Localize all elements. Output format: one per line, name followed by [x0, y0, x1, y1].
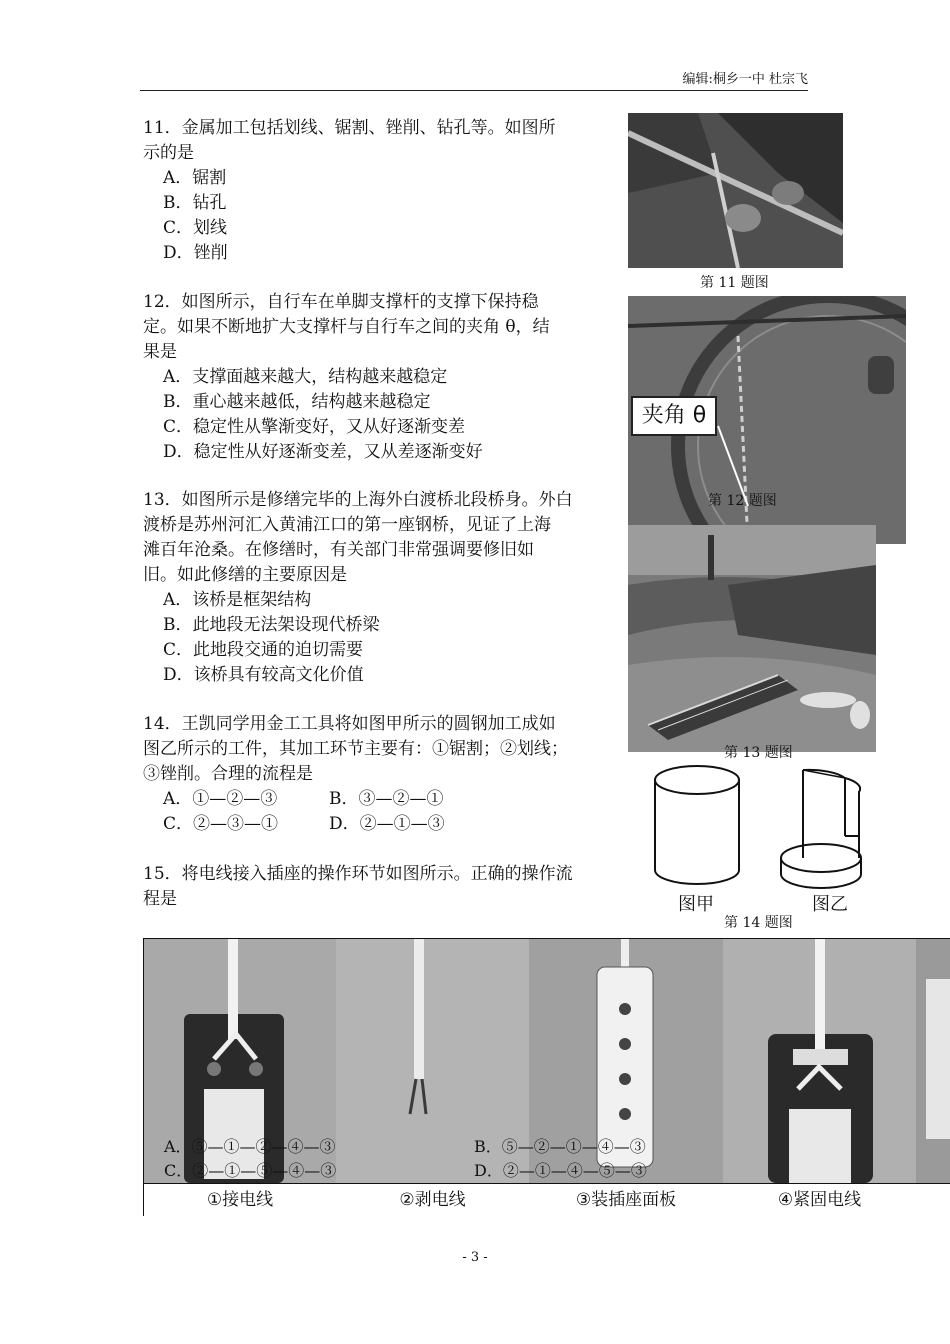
q14-options-row1 — [143, 787, 633, 812]
q12-option-a: A．支撑面越来越大，结构越来越稳定 — [163, 367, 448, 387]
question-13 — [143, 488, 623, 688]
q11-option-d: D．锉削 — [163, 243, 228, 263]
step-1-label: ①接电线 — [144, 1183, 337, 1216]
q15-stem-line2: 程是 — [143, 889, 177, 909]
q14-stem-line1: 14．王凯同学用金工工具将如图甲所示的圆钢加工成如 — [143, 714, 556, 734]
q12-stem-line3: 果是 — [143, 342, 177, 362]
q14-caption: 第 14 题图 — [724, 915, 793, 931]
q14-option-b: B．③—②—① — [329, 789, 444, 809]
q14-drawings — [645, 762, 870, 892]
q12-stem-line1: 12．如图所示，自行车在单脚支撑杆的支撑下保持稳 — [143, 292, 539, 312]
q12-option-c: C．稳定性从擎渐变好，又从好逐渐变差 — [163, 417, 466, 437]
question-12 — [143, 290, 623, 465]
q12-stem-line2: 定。如果不断地扩大支撑杆与自行车之间的夹角 θ，结 — [143, 317, 550, 337]
q13-option-a: A．该桥是框架结构 — [163, 590, 312, 610]
question-14 — [143, 712, 633, 837]
q15-option-b: B．⑤—②—①—④—③ — [474, 1137, 646, 1156]
q11-photo — [628, 113, 843, 268]
q11-option-a: A．锯割 — [163, 168, 227, 188]
q12-option-d: D．稳定性从好逐渐变差，又从差逐渐变好 — [163, 442, 483, 462]
q13-stem-line2: 渡桥是苏州河汇入黄浦江口的第一座钢桥，见证了上海 — [143, 515, 551, 535]
q15-step-strip — [143, 938, 950, 1216]
page-number: - 3 - — [462, 1250, 488, 1265]
q15-stem-line1: 15．将电线接入插座的操作环节如图所示。正确的操作流 — [143, 864, 573, 884]
q14-fig-a-label: 图甲 — [678, 894, 714, 915]
q14-option-c: C．②—③—① — [163, 814, 279, 834]
question-15 — [143, 862, 633, 912]
q15-option-c: C．②—①—⑤—④—③ — [164, 1161, 337, 1180]
q15-option-a: A．⑤—①—②—④—③ — [164, 1137, 336, 1156]
q14-option-a: A．①—②—③ — [163, 789, 278, 809]
q13-caption: 第 13 题图 — [724, 745, 793, 761]
q12-caption: 第 12 题图 — [708, 493, 777, 509]
q15-option-d: D．②—①—④—⑤—③ — [474, 1161, 647, 1180]
step-4-photo — [723, 939, 917, 1183]
q11-caption: 第 11 题图 — [700, 275, 769, 291]
q13-option-c: C．此地段交通的迫切需要 — [163, 640, 364, 660]
q11-stem-line2: 示的是 — [143, 143, 194, 163]
q13-photo — [628, 525, 876, 752]
step-5-label — [916, 1183, 950, 1216]
q12-option-b: B．重心越来越低，结构越来越稳定 — [163, 392, 431, 412]
question-11 — [143, 116, 623, 266]
q11-stem-line1: 11．金属加工包括划线、锯割、锉削、钻孔等。如图所 — [143, 118, 556, 138]
page-header: 编辑:桐乡一中 杜宗飞 — [140, 70, 808, 91]
step-2-label: ②剥电线 — [336, 1183, 530, 1216]
q14-stem-line2: 图乙所示的工件，其加工环节主要有：①锯割；②划线； — [143, 739, 568, 759]
step-5-photo — [916, 939, 950, 1183]
q13-stem-line1: 13．如图所示是修缮完毕的上海外白渡桥北段桥身。外白 — [143, 490, 573, 510]
q14-fig-b-label: 图乙 — [812, 894, 848, 915]
q14-figure — [645, 762, 870, 914]
q14-options-row2 — [143, 812, 633, 837]
q12-angle-label: 夹角 θ — [631, 396, 717, 436]
q13-stem-line4: 旧。如此修缮的主要原因是 — [143, 565, 347, 585]
step-4-label: ④紧固电线 — [723, 1183, 917, 1216]
q14-stem-line3: ③锉削。合理的流程是 — [143, 764, 313, 784]
q14-option-d: D．②—①—③ — [329, 814, 445, 834]
q13-stem-line3: 滩百年沧桑。在修缮时，有关部门非常强调要修旧如 — [143, 540, 534, 560]
q11-option-c: C．划线 — [163, 218, 228, 238]
step-3-label: ③装插座面板 — [529, 1183, 724, 1216]
q13-option-d: D．该桥具有较高文化价值 — [163, 665, 364, 685]
q13-option-b: B．此地段无法架设现代桥梁 — [163, 615, 380, 635]
q11-option-b: B．钻孔 — [163, 193, 227, 213]
